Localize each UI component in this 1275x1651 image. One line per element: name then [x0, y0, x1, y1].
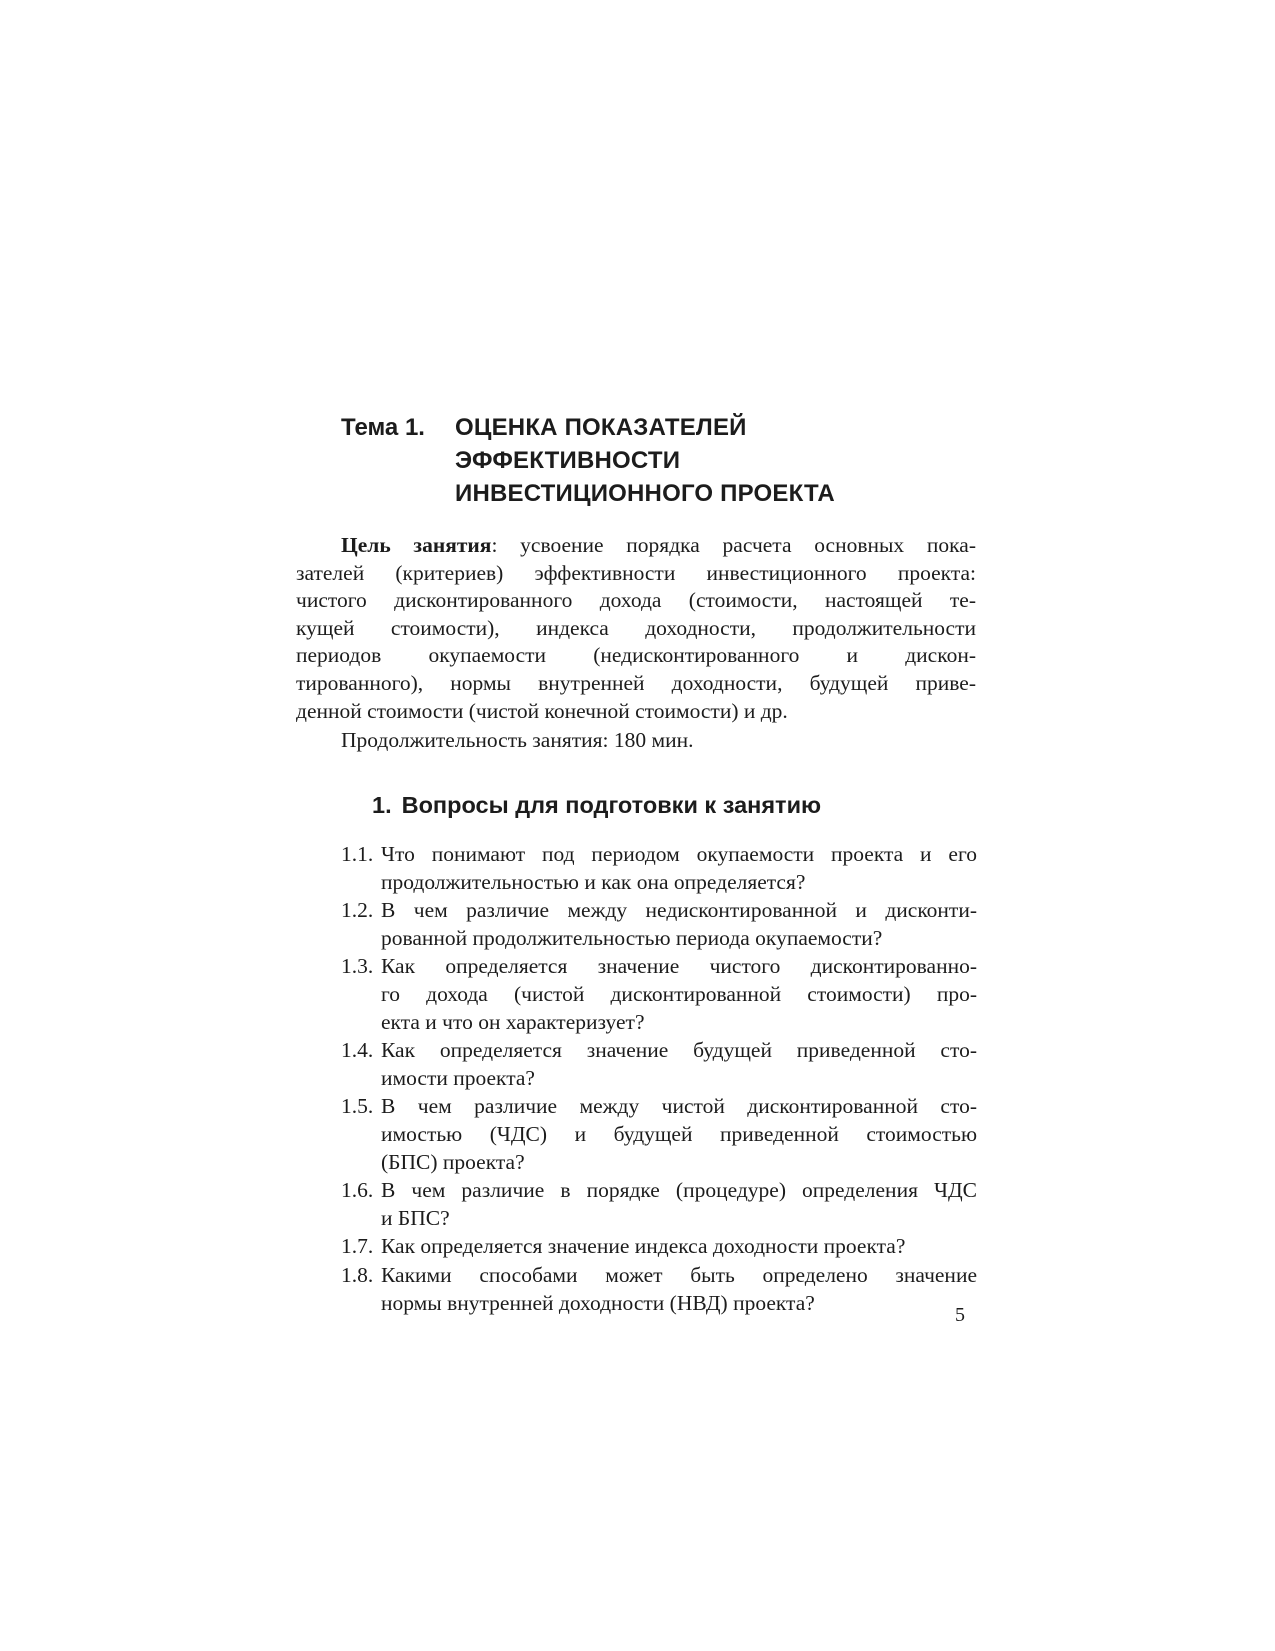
list-item — [341, 1233, 977, 1261]
topic-title-line: ОЦЕНКА ПОКАЗАТЕЛЕЙ — [455, 414, 747, 441]
list-item — [341, 1093, 977, 1176]
goal-line: чистого дисконтированного дохода (стоимости, настоящей те- — [296, 588, 976, 613]
goal-line: зателей (критериев) эффективности инвестиционного проекта: — [296, 560, 976, 585]
question-line: Как определяется значение индекса доходности проекта? — [381, 1234, 906, 1259]
question-line: Как определяется значение чистого дисконтированно- — [381, 954, 977, 979]
question-line: рованной продолжительностью периода окупаемости? — [381, 925, 883, 950]
topic-title-line: ИНВЕСТИЦИОННОГО ПРОЕКТА — [455, 480, 835, 507]
list-item — [341, 1177, 977, 1232]
goal-line: периодов окупаемости (недисконтированного и дискон- — [296, 643, 976, 668]
topic-label: Тема 1. — [341, 414, 425, 441]
question-line: имостью (ЧДС) и будущей приведенной стоимостью — [381, 1121, 977, 1146]
question-line: Что понимают под периодом окупаемости проекта и его — [381, 842, 977, 866]
goal-line: кущей стоимости), индекса доходности, продолжительности — [296, 615, 976, 640]
list-item — [341, 953, 977, 1036]
topic-heading — [341, 411, 981, 510]
list-item — [341, 1037, 977, 1092]
question-line: продолжительностью и как она определяется? — [381, 869, 806, 894]
question-number: 1.8. — [341, 1262, 374, 1287]
section-number: 1. — [372, 792, 392, 818]
goal-paragraph — [296, 532, 976, 755]
question-number: 1.4. — [341, 1038, 374, 1063]
question-number: 1.7. — [341, 1234, 374, 1259]
question-line: и БПС? — [381, 1205, 450, 1230]
goal-line — [296, 532, 976, 560]
goal-line-text: : усвоение порядка расчета основных пока- — [491, 533, 976, 557]
goal-line: денной стоимости (чистой конечной стоимости) и др. — [296, 698, 788, 723]
question-line: имости проекта? — [381, 1065, 535, 1090]
question-line: Какими способами может быть определено значение — [381, 1262, 977, 1287]
section-heading — [372, 790, 821, 820]
question-line: В чем различие между чистой дисконтированной сто- — [381, 1094, 977, 1119]
goal-line: тированного), нормы внутренней доходности, будущей приве- — [296, 670, 976, 695]
question-number: 1.2. — [341, 898, 374, 923]
question-number: 1.3. — [341, 954, 374, 979]
list-item — [341, 897, 977, 952]
duration-text: Продолжительность занятия: 180 мин. — [341, 728, 694, 753]
list-item — [341, 1262, 977, 1317]
question-line: В чем различие в порядке (процедуре) определения ЧДС — [381, 1178, 977, 1203]
question-number: 1.1. — [341, 842, 374, 866]
goal-label: Цель занятия — [341, 533, 492, 557]
question-line: (БПС) проекта? — [381, 1149, 525, 1174]
topic-title-line: ЭФФЕКТИВНОСТИ — [455, 447, 681, 474]
section-title: Вопросы для подготовки к занятию — [401, 792, 822, 818]
question-number: 1.5. — [341, 1094, 374, 1119]
question-line: екта и что он характеризует? — [381, 1009, 645, 1034]
questions-list — [341, 841, 977, 1318]
list-item — [341, 841, 977, 896]
question-line: го дохода (чистой дисконтированной стоимости) про- — [381, 981, 977, 1006]
question-number: 1.6. — [341, 1178, 374, 1203]
question-line: В чем различие между недисконтированной и дисконти- — [381, 898, 977, 923]
page-number: 5 — [955, 1304, 965, 1326]
question-line: Как определяется значение будущей приведенной сто- — [381, 1038, 977, 1063]
question-line: нормы внутренней доходности (НВД) проекта? — [381, 1290, 815, 1315]
